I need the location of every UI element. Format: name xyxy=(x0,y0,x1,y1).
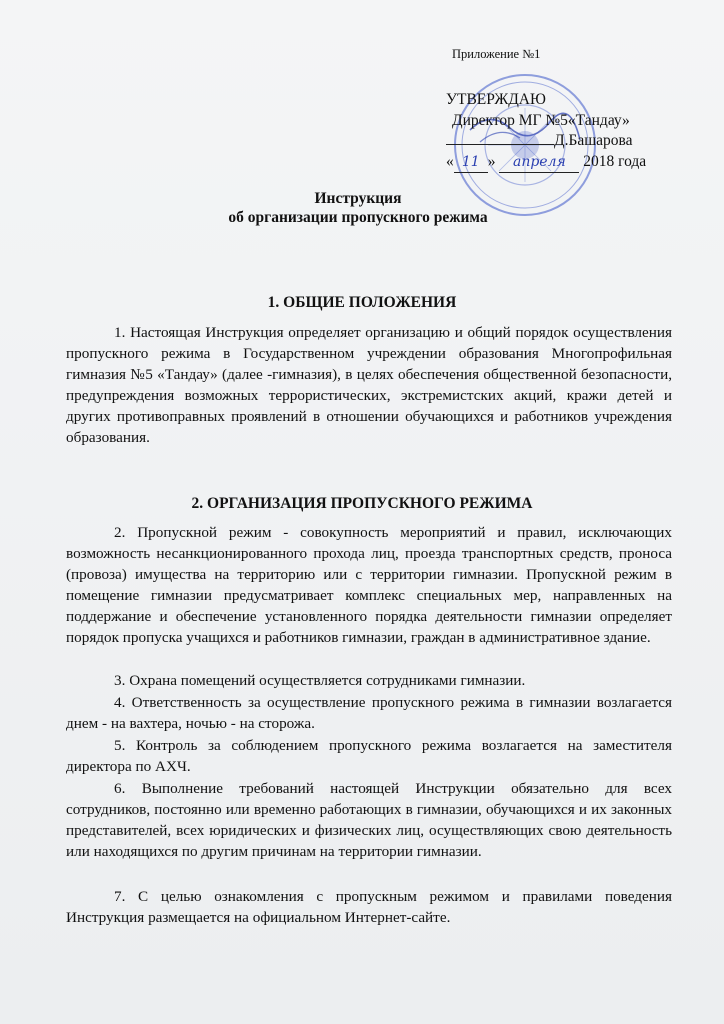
section-heading: 2. ОРГАНИЗАЦИЯ ПРОПУСКНОГО РЕЖИМА xyxy=(191,495,533,512)
annex-label: Приложение №1 xyxy=(452,47,541,61)
paragraph: 4. Ответственность за осуществление пропускного режима в гимназии возлагается днем - на вахтера, ночью - на сторожа. xyxy=(66,694,672,733)
paragraph: 1. Настоящая Инструкция определяет организацию и общий порядок осуществления пропускного режима в Государственном учреждении образования Многопрофильная гимназия №5 «Тандау» (далее -гимназия), в целях обеспечения общественной безопасности, предупреждения возможных террористических, экстремистских акций, кражи детей и других противоправных проявлений в отношении обучающихся и работников учреждения образования. xyxy=(66,324,672,447)
approve-word: УТВЕРЖДАЮ xyxy=(446,91,546,108)
approval-block xyxy=(446,90,646,173)
date-quote-close: » xyxy=(487,152,496,170)
document-title: Инструкция xyxy=(314,190,402,207)
paragraph: 3. Охрана помещений осуществляется сотрудниками гимназии. xyxy=(114,672,526,689)
date-year: 2018 года xyxy=(583,152,647,170)
approval-date xyxy=(446,152,646,174)
paragraph: 6. Выполнение требований настоящей Инструкции обязательно для всех сотрудников, постоянно или временно работающих в гимназии, обучающихся и их законных представителей, всех юридических и физических лиц, осуществляющих свою деятельность или находящихся по другим причинам на территории гимназии. xyxy=(66,780,672,861)
signature-row xyxy=(446,131,646,152)
signatory-name: Д.Башарова xyxy=(554,132,633,149)
signature-line xyxy=(446,132,554,145)
date-quote-open: « xyxy=(446,152,454,170)
date-month: апреля xyxy=(499,152,579,174)
section-heading: 1. ОБЩИЕ ПОЛОЖЕНИЯ xyxy=(267,294,457,311)
document-subtitle: об организации пропускного режима xyxy=(228,209,488,226)
director-line: Директор МГ №5«Тандау» xyxy=(452,111,630,129)
paragraph: 5. Контроль за соблюдением пропускного режима возлагается на заместителя директора по АХЧ. xyxy=(66,737,672,776)
paragraph: 7. С целью ознакомления с пропускным режимом и правилами поведения Инструкция размещается на официальном Интернет-сайте. xyxy=(66,888,672,927)
paragraph: 2. Пропускной режим - совокупность мероприятий и правил, исключающих возможность несанкционированного прохода лиц, проезда транспортных средств, проноса (провоза) имущества на территорию или с территории гимназии. Пропускной режим в помещение гимназии предусматривает комплекс специальных мер, направленных на поддержание и обеспечение установленного порядка деятельности гимназии определяет порядок пропуска учащихся и работников гимназии, граждан в административное здание. xyxy=(66,524,672,647)
date-day: 11 xyxy=(454,152,488,174)
